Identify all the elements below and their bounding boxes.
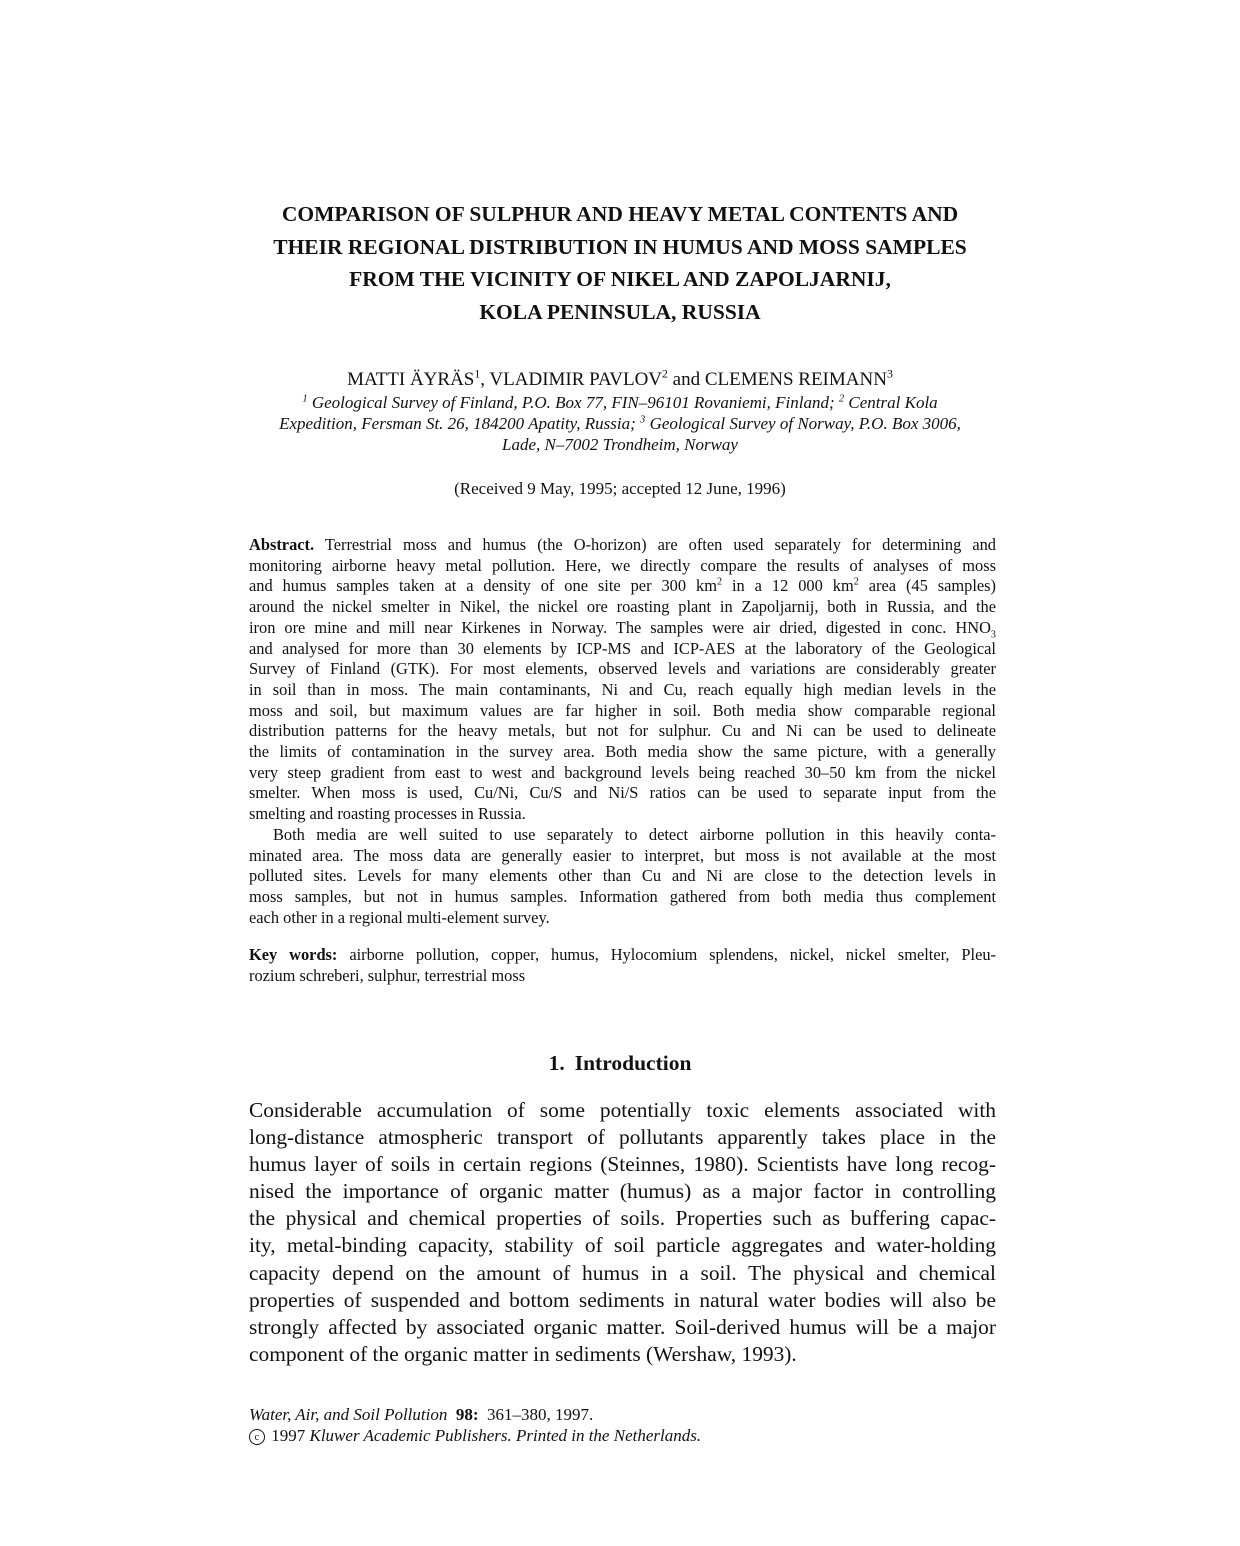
- abstract-line: Both media are well suited to use separately to detect airborne pollution in this heavily conta-: [273, 824, 996, 844]
- abstract-text: Terrestrial moss and humus (the O-horizon) are often used separately for determining and: [314, 535, 996, 554]
- abstract-line: around the nickel smelter in Nikel, the nickel ore roasting plant in Zapoljarnij, both in Russia, and the: [249, 597, 996, 617]
- section-title: Introduction: [574, 1051, 692, 1075]
- title-line: FROM THE VICINITY OF NIKEL AND ZAPOLJARNIJ,: [349, 267, 891, 291]
- abstract-line: smelter. When moss is used, Cu/Ni, Cu/S and Ni/S ratios can be used to separate input from the: [249, 783, 996, 803]
- copyright-year: 1997: [267, 1426, 310, 1445]
- title-line: COMPARISON OF SULPHUR AND HEAVY METAL CONTENTS AND: [281, 202, 959, 226]
- abstract-line: and analysed for more than 30 elements by ICP-MS and ICP-AES at the laboratory of the Geological: [249, 638, 996, 658]
- title-line: KOLA PENINSULA, RUSSIA: [479, 299, 761, 324]
- body-line: the physical and chemical properties of soils. Properties such as buffering capac-: [249, 1206, 996, 1231]
- keywords-line: rozium schreberi, sulphur, terrestrial moss: [249, 965, 526, 985]
- abstract-text: in a 12 000 km: [722, 576, 854, 596]
- author-separator: ,: [480, 369, 490, 390]
- journal-pages: 361–380, 1997.: [487, 1405, 594, 1424]
- abstract-line: minated area. The moss data are generally easier to interpret, but moss is not available at the most: [249, 845, 996, 865]
- affiliation-text: Expedition, Fersman St. 26, 184200 Apatity, Russia;: [279, 414, 641, 433]
- body-line: humus layer of soils in certain regions (Steinnes, 1980). Scientists have long recog-: [249, 1152, 996, 1177]
- citation-line: [249, 1404, 996, 1425]
- keywords-label: Key words:: [249, 945, 338, 964]
- affiliation-text: Geological Survey of Finland, P.O. Box 77, FIN–96101 Rovaniemi, Finland;: [307, 393, 839, 412]
- author-affiliation-mark: 2: [662, 367, 668, 381]
- abstract-text: area (45 samples): [858, 576, 996, 596]
- abstract-line: monitoring airborne heavy metal pollution. Here, we directly compare the results of analyses of moss: [249, 555, 996, 575]
- author-affiliation-mark: 3: [886, 367, 893, 381]
- abstract-text: and humus samples taken at a density of one site per 300 km: [249, 576, 717, 596]
- publisher: Kluwer Academic Publishers. Printed in the Netherlands.: [309, 1426, 702, 1445]
- received-dates: (Received 9 May, 1995; accepted 12 June, 1996): [454, 479, 786, 498]
- paper-title: [200, 198, 1040, 328]
- body-line: Considerable accumulation of some potentially toxic elements associated with: [249, 1098, 996, 1122]
- section-heading: [200, 1048, 1040, 1078]
- affiliation-text: Central Kola: [844, 393, 938, 412]
- body-line: strongly affected by associated organic matter. Soil-derived humus will be a major: [249, 1314, 996, 1339]
- abstract-line: [249, 576, 996, 597]
- body-line: long-distance atmospheric transport of pollutants apparently takes place in the: [249, 1125, 996, 1150]
- affiliation-line: [200, 392, 1040, 413]
- superscript: 2: [853, 576, 859, 588]
- author-name: MATTI ÄYRÄS: [347, 369, 475, 390]
- section-number: 1.: [548, 1051, 565, 1075]
- affiliation-line: Lade, N–7002 Trondheim, Norway: [502, 435, 738, 454]
- abstract-line: very steep gradient from east to west and background levels being reached 30–50 km from the nickel: [249, 762, 996, 782]
- subscript: 3: [990, 629, 996, 641]
- affiliation-line: [200, 413, 1040, 434]
- keywords-line: [249, 945, 996, 966]
- abstract-line: in soil than in moss. The main contaminants, Ni and Cu, reach equally high median levels in the: [249, 679, 996, 699]
- body-line: ity, metal-binding capacity, stability of soil particle aggregates and water-holding: [249, 1233, 996, 1258]
- body-line: nised the importance of organic matter (humus) as a major factor in controlling: [249, 1179, 996, 1204]
- author-list: [200, 368, 1040, 392]
- affiliations: [200, 392, 1040, 455]
- keywords-text: airborne pollution, copper, humus, Hylocomium splendens, nickel, nickel smelter, Pleu-: [337, 945, 997, 964]
- title-line: THEIR REGIONAL DISTRIBUTION IN HUMUS AND MOSS SAMPLES: [273, 234, 967, 259]
- affiliation-mark: 2: [838, 393, 845, 405]
- abstract-line: moss and soil, but maximum values are far higher in soil. Both media show comparable regional: [249, 700, 996, 720]
- abstract-label: Abstract.: [249, 535, 315, 554]
- abstract-line: polluted sites. Levels for many elements other than Cu and Ni are close to the detection levels in: [249, 866, 996, 886]
- body-line: component of the organic matter in sediments (Wershaw, 1993).: [249, 1341, 797, 1366]
- author-name: VLADIMIR PAVLOV: [489, 369, 663, 390]
- abstract-line: [249, 618, 996, 639]
- affiliation-text: Geological Survey of Norway, P.O. Box 3006,: [645, 414, 961, 433]
- affiliation-mark: 3: [640, 414, 646, 426]
- abstract: [249, 535, 996, 928]
- abstract-line: the limits of contamination in the survey area. Both media show the same picture, with a generally: [249, 742, 996, 762]
- superscript: 2: [716, 576, 723, 588]
- copyright-line: [249, 1425, 996, 1446]
- body-line: properties of suspended and bottom sediments in natural water bodies will also be: [249, 1287, 996, 1312]
- journal-volume: 98:: [455, 1405, 479, 1424]
- author-affiliation-mark: 1: [474, 367, 481, 381]
- journal-footer: [249, 1404, 996, 1446]
- keywords: [249, 945, 996, 986]
- copyright-icon: c: [249, 1429, 265, 1445]
- abstract-line: each other in a regional multi-element survey.: [249, 907, 550, 927]
- introduction-body: [249, 1097, 996, 1368]
- abstract-line: distribution patterns for the heavy metals, but not for sulphur. Cu and Ni can be used to delineate: [249, 721, 996, 741]
- affiliation-mark: 1: [302, 393, 308, 405]
- abstract-line: smelting and roasting processes in Russia.: [249, 804, 526, 824]
- author-separator: and: [667, 369, 705, 390]
- journal-name: Water, Air, and Soil Pollution: [249, 1405, 448, 1424]
- author-name: CLEMENS REIMANN: [704, 369, 887, 390]
- abstract-line: [249, 535, 996, 556]
- abstract-line: Survey of Finland (GTK). For most elements, observed levels and variations are considerably greater: [249, 659, 996, 679]
- body-line: capacity depend on the amount of humus in a soil. The physical and chemical: [249, 1260, 996, 1285]
- abstract-text: iron ore mine and mill near Kirkenes in Norway. The samples were air dried, digested in conc. HNO: [249, 617, 991, 637]
- abstract-line: moss samples, but not in humus samples. Information gathered from both media thus complement: [249, 886, 996, 906]
